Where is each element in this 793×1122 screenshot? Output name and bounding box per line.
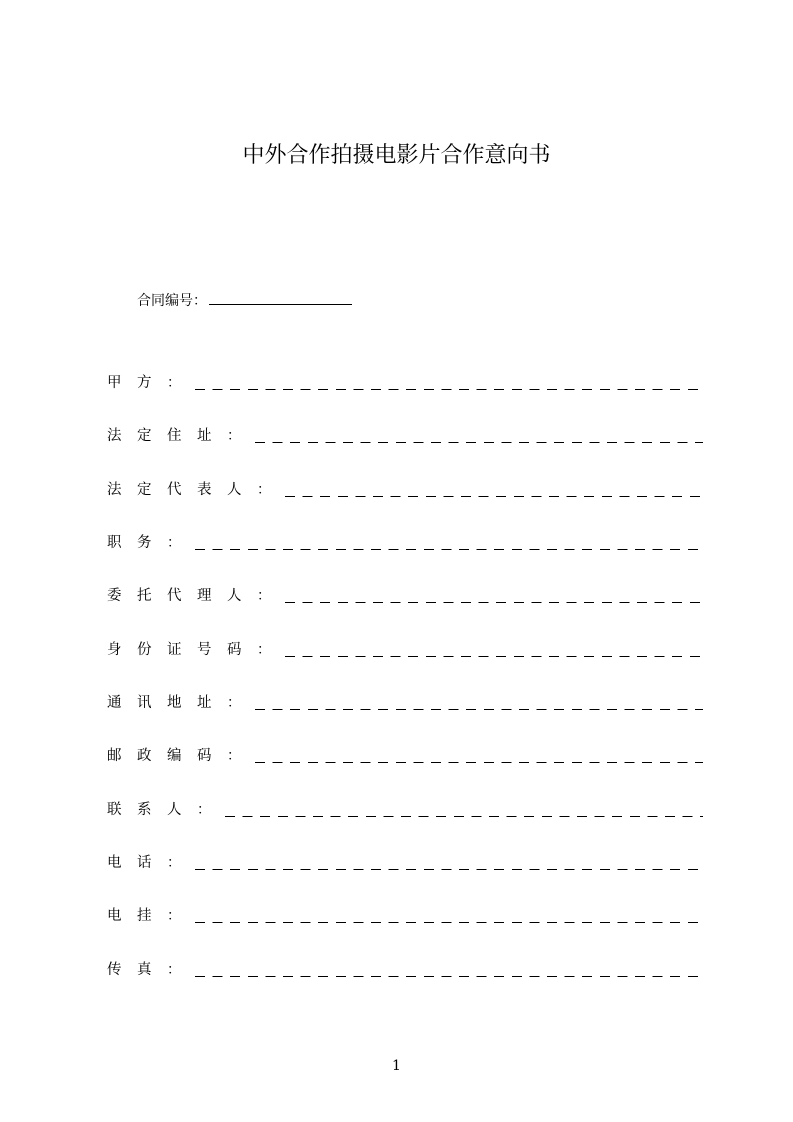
contract-number-label: 合同编号： <box>137 293 207 309</box>
field-mailing-address <box>107 690 703 714</box>
page-number: 1 <box>392 1058 401 1074</box>
contract-number-blank[interactable] <box>209 290 352 305</box>
field-blank-line[interactable] <box>255 442 703 443</box>
field-fax <box>107 957 703 981</box>
field-label: 法定代表人 <box>107 482 257 498</box>
field-colon: ： <box>167 962 181 978</box>
field-label: 通讯地址 <box>107 695 227 711</box>
field-label: 法定住址 <box>107 428 227 444</box>
field-blank-line[interactable] <box>285 656 703 657</box>
field-id-number <box>107 637 703 661</box>
field-colon: ： <box>257 482 271 498</box>
field-blank-line[interactable] <box>195 976 703 977</box>
field-colon: ： <box>227 428 241 444</box>
contract-number-field <box>137 290 352 311</box>
field-label: 委托代理人 <box>107 588 257 604</box>
field-authorized-agent <box>107 583 703 607</box>
field-blank-line[interactable] <box>195 922 703 923</box>
field-blank-line[interactable] <box>195 389 703 390</box>
field-colon: ： <box>257 588 271 604</box>
field-label: 联系人 <box>107 802 197 818</box>
field-blank-line[interactable] <box>285 602 703 603</box>
document-title: 中外合作拍摄电影片合作意向书 <box>242 143 551 168</box>
field-colon: ： <box>257 642 271 658</box>
field-label: 职务 <box>107 535 167 551</box>
field-colon: ： <box>167 375 181 391</box>
field-label: 电挂 <box>107 908 167 924</box>
field-legal-address <box>107 423 703 447</box>
field-telephone <box>107 850 703 874</box>
field-colon: ： <box>167 535 181 551</box>
field-blank-line[interactable] <box>255 709 703 710</box>
field-blank-line[interactable] <box>195 549 703 550</box>
field-colon: ： <box>197 802 211 818</box>
field-label: 传真 <box>107 962 167 978</box>
field-postal-code <box>107 743 703 767</box>
field-label: 甲方 <box>107 375 167 391</box>
field-label: 邮政编码 <box>107 748 227 764</box>
field-party-a <box>107 370 703 394</box>
field-legal-representative <box>107 477 703 501</box>
field-label: 身份证号码 <box>107 642 257 658</box>
field-blank-line[interactable] <box>285 496 703 497</box>
field-colon: ： <box>227 748 241 764</box>
field-blank-line[interactable] <box>195 869 703 870</box>
field-blank-line[interactable] <box>225 816 703 817</box>
field-contact-person <box>107 797 703 821</box>
field-position <box>107 530 703 554</box>
field-colon: ： <box>227 695 241 711</box>
field-colon: ： <box>167 908 181 924</box>
field-colon: ： <box>167 855 181 871</box>
field-blank-line[interactable] <box>255 762 703 763</box>
field-label: 电话 <box>107 855 167 871</box>
field-telegram <box>107 903 703 927</box>
